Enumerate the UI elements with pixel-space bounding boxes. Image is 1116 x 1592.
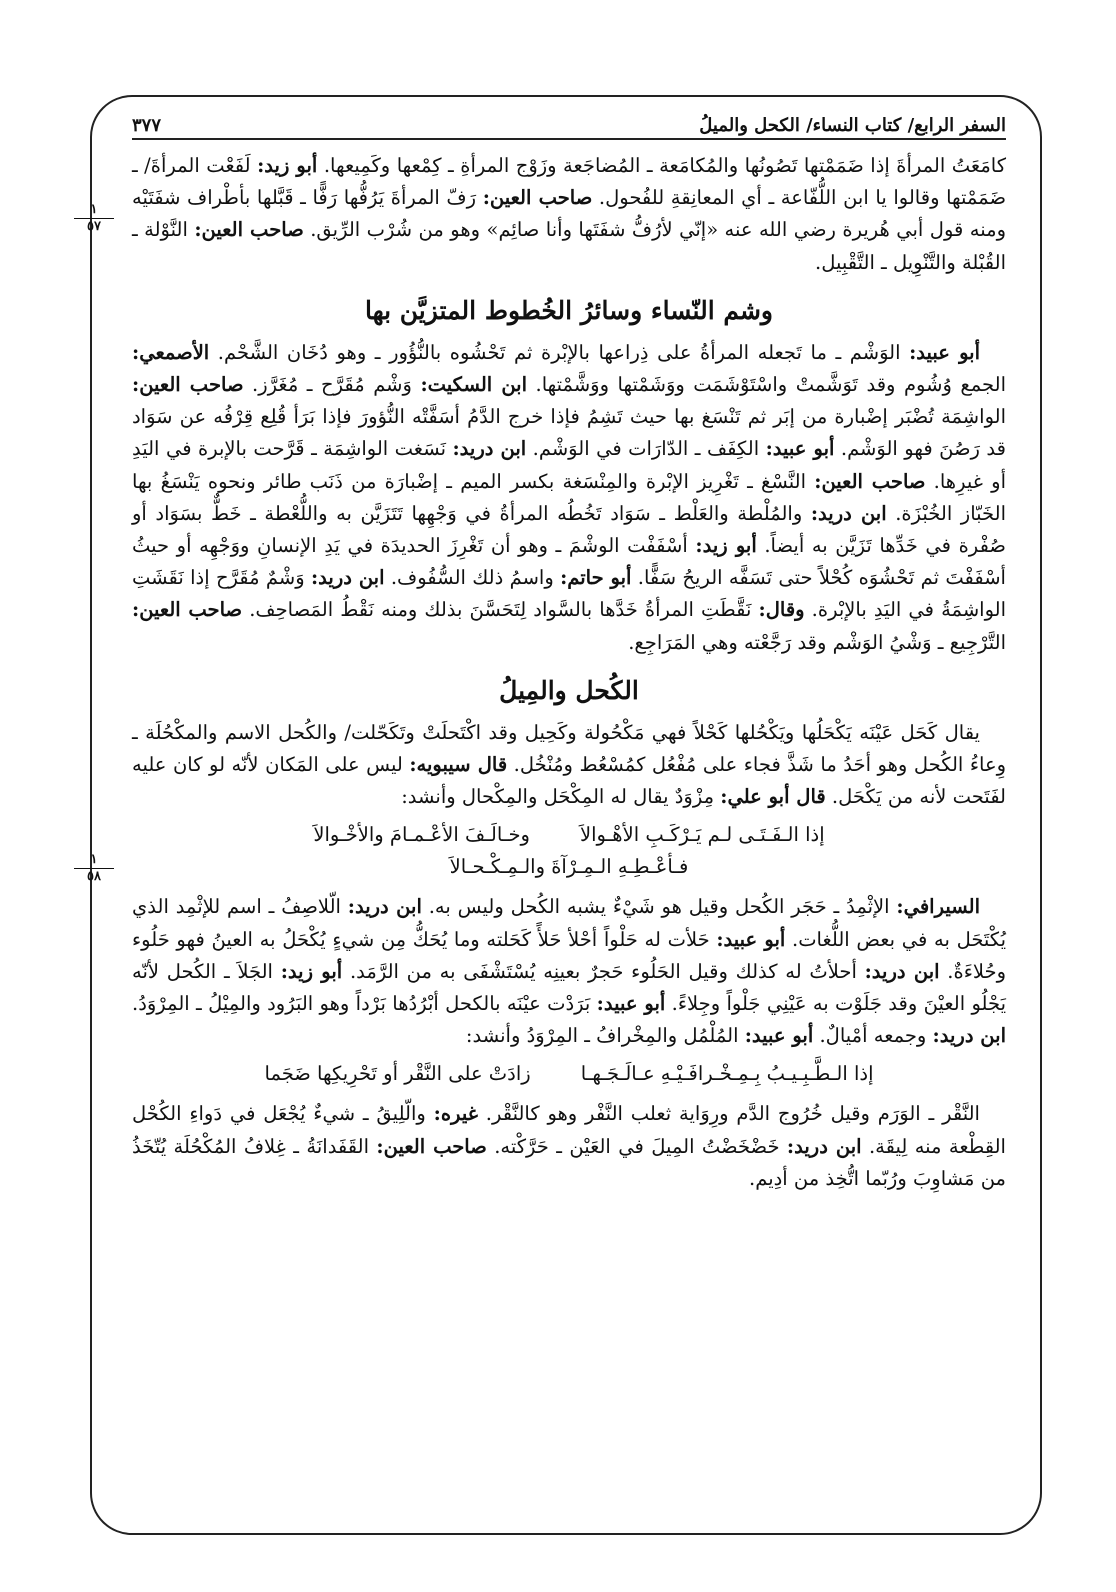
margin-marker-57: ١ ٥٧ (74, 203, 114, 234)
paragraph-kohl-3: النَّقْر ـ الوَرَم وقيل خُرُوج الدَّم ورِوَاية ثعلب النَّفْر وهو كالنَّقْر. غيره: والّلِيقُ ـ شيءٌ يُجْعَل في دَواءِ الكُحْل القِطْعة منه لِيقَة. ابن دريد: خَضْخَضْتُ المِيلَ في العَيْن ـ حَرَّكْته. صاحب العين: القَفَدانَةُ ـ غِلافُ المُكْحُلَة يُتّخَذُ من مَشاوِبَ ورُبّما اتُّخِذ من أدِيم. (132, 1102, 1006, 1190)
poem-1-hemistich-left: وخـالَـفَ الأعْـمـامَ والأخْـوالاَ (313, 823, 530, 847)
poem-2-hemistich-left: زادَتْ على النَّقْر أو تَحْرِيكِها ضَجَما (264, 1062, 531, 1086)
paragraph-opening: كامَعَتُ المرأةَ إذا ضَمَمْتها تَصُونُها والمُكامَعة ـ المُضاجَعة وزَوْج المرأةِ ـ كِمْعها وكَمِيعها. أبو زيد: لَفَعْت المرأةَ/ ـ ضَمَمْتها وقالوا يا ابن اللُّفّاعة ـ أي المعانِقةِ للفُحول. صاحب العين: رَفّ المرأةَ يَرُفُّها رَفًّا ـ قَبَّلها بأطْراف شفَتَيْه ومنه قول أبي هُريرة رضي الله عنه «إنّي لأرُفُّ شفَتَها وأنا صائِم» وهو من شُرْب الرِّيق. صاحب العين: النَّوْلة ـ القُبْلة والتَّنْوِيل ـ التَّقْبِيل. (132, 154, 1007, 274)
section-title-kohl: الكُحل والمِيلُ (499, 675, 639, 705)
poem-2 (132, 1058, 1006, 1090)
running-title: السفر الرابع/ كتاب النساء/ الكحل والميلُ (699, 115, 1006, 136)
page-header (132, 106, 1006, 136)
page-number: ٣٧٧ (132, 115, 162, 136)
page-content (132, 150, 1006, 1195)
poem-1 (132, 819, 1006, 883)
poem-2-hemistich-right: إذا الـطَّـبِـيـبُ بِـمِـخْـرافَـيْـهِ عـالَـجَـهـا (580, 1062, 874, 1086)
header-rule (132, 138, 1006, 140)
paragraph-tattoo: أبو عبيد: الوَشْم ـ ما تَجعله المرأةُ على ذِراعها بالإبْرة ثم تَحْشُوه بالنُّؤُور ـ وهو دُخَان الشَّحْم. الأصمعي: الجمع وُشُوم وقد تَوَشَّمتْ واسْتَوْشَمَت ووَشَمْتها ووَشَّمْتها. ابن السكيت: وَشْم مُقَرَّح ـ مُغَرَّز. صاحب العين: الواشِمَة تُضْبَر إضْبارة من إبَر ثم تَنْسَغ بها حيث تَشِمُ فإذا خرج الدَّمُ أسَفَّتْه النُّؤورَ فإذا بَرَأ قُلِع قِرْفُه عن سَوَاد قد رَصُنَ فهو الوَشْم. أبو عبيد: الكِفَف ـ الدّارَات في الوَشْم. ابن دريد: نَسَغت الواشِمَة ـ قَرَّحت بالإبرة في اليَدِ أو غيرِها. صاحب العين: النَّسْغ ـ تَغْرِيز الإبْرة والمِنْسَغة بكسر الميم ـ إضْبارَة من ذَنَب طائر ونحوه يَنْسَغُ بها الخَبّاز الخُبْزَة. ابن دريد: والمُلْطة والعَلْط ـ سَوَاد تَخُطُه المرأةُ في وَجْهِها تَتَزَيَّن به واللُّعْطة ـ خَطٌّ بسَوَاد أو صُفْرة في خَدِّها تَزَيَّن به أيضاً. أبو زيد: أسْفَفْت الوشْمَ ـ وهو أن تَغْرِزَ الحديدَة في يَدِ الإنسانِ ووَجْهِه أو حيثُ أسْفَفْتَ ثم تَحْشُوَه كُحْلاً حتى تَسَفَّه الريحُ سَفًّا. أبو حاتم: واسمُ ذلك السُّفُوف. ابن دريد: وَشْمٌ مُقَرَّح إذا نَقَشَتِ الواشِمَةُ في اليَدِ بالإبْرة. وقال: نَقَّطَتِ المرأةُ خَدَّها بالسَّواد لِتَحَسَّنَ بذلك ومنه نَقْطُ المَصاحِف. صاحب العين: التَّرْجِيع ـ وَشْيُ الوَشْم وقد رَجَّعْته وهي المَرَاجِع. (132, 340, 1007, 654)
paragraph-kohl-1: يقال كَحَل عَيْنَه يَكْحَلُها ويَكْحُلها كَحْلاً فهي مَكْحُولة وكَحِيل وقد اكْتَحلَتْ وتَكَحّلت/ والكُحل الاسم والمكْحُلَة ـ وِعاءُ الكُحل وهو أحَدُ ما شَذَّ فجاء على مُفْعُل كمُسْعُط ومُنْخُل. قال سيبويه: ليس على المَكان لأنّه لو كان عليه لفَتَحت لأنه من يَكْحَل. قال أبو علي: مِزْوَدٌ يقال له المِكْحَل والمِكْحال وأنشد: (132, 720, 1006, 809)
paragraph-kohl-2: السيرافي: الإثْمِدُ ـ حَجَر الكُحل وقيل هو شَيْءٌ يشبه الكُحل وليس به. ابن دريد: الّلاصِفُ ـ اسم للإثْمِد الذي يُكْتَحَل به في بعض اللُّغات. أبو عبيد: حَلأت له حَلْواً أحْلأ حَلأً كَحَلته وما يُحَكُّ مِن شيءٍ يُكْحَلُ به العينُ فهو حَلُوء وحُلاءَةٌ. ابن دريد: أحلأتُ له كذلك وقيل الحَلُوء حَجرٌ بعينِه يُسْتَشْفَى به من الرَّمَد. أبو زيد: الجَلاَ ـ الكُحل لأنّه يَجْلُو العيْنَ وقد جَلَوْت به عَيْنِي جَلْواً وجِلاءً. أبو عبيد: بَرَدْت عيْنَه بالكحل أبْرُدُها بَرْداً وهو البَرُود والمِيْلُ ـ المِرْوَدُ. ابن دريد: وجمعه أمْيالٌ. أبو عبيد: المُلْمُل والمِخْرافُ ـ المِرْوَدُ وأنشد: (132, 895, 1007, 1048)
margin-marker-58: ١ ٥٨ (74, 853, 114, 884)
section-title-tattoo: وشم النّساء وسائرُ الخُطوط المتزيَّن بها (364, 295, 774, 325)
poem-1-line-2: فـأعْـطِـهِ الـمِـرْآةَ والـمِـكْـحـالاَ (449, 855, 689, 879)
poem-1-hemistich-right: إذا الـفَـتَـى لـم يَـرْكَـبِ الأهْـوالاَ (579, 823, 825, 847)
